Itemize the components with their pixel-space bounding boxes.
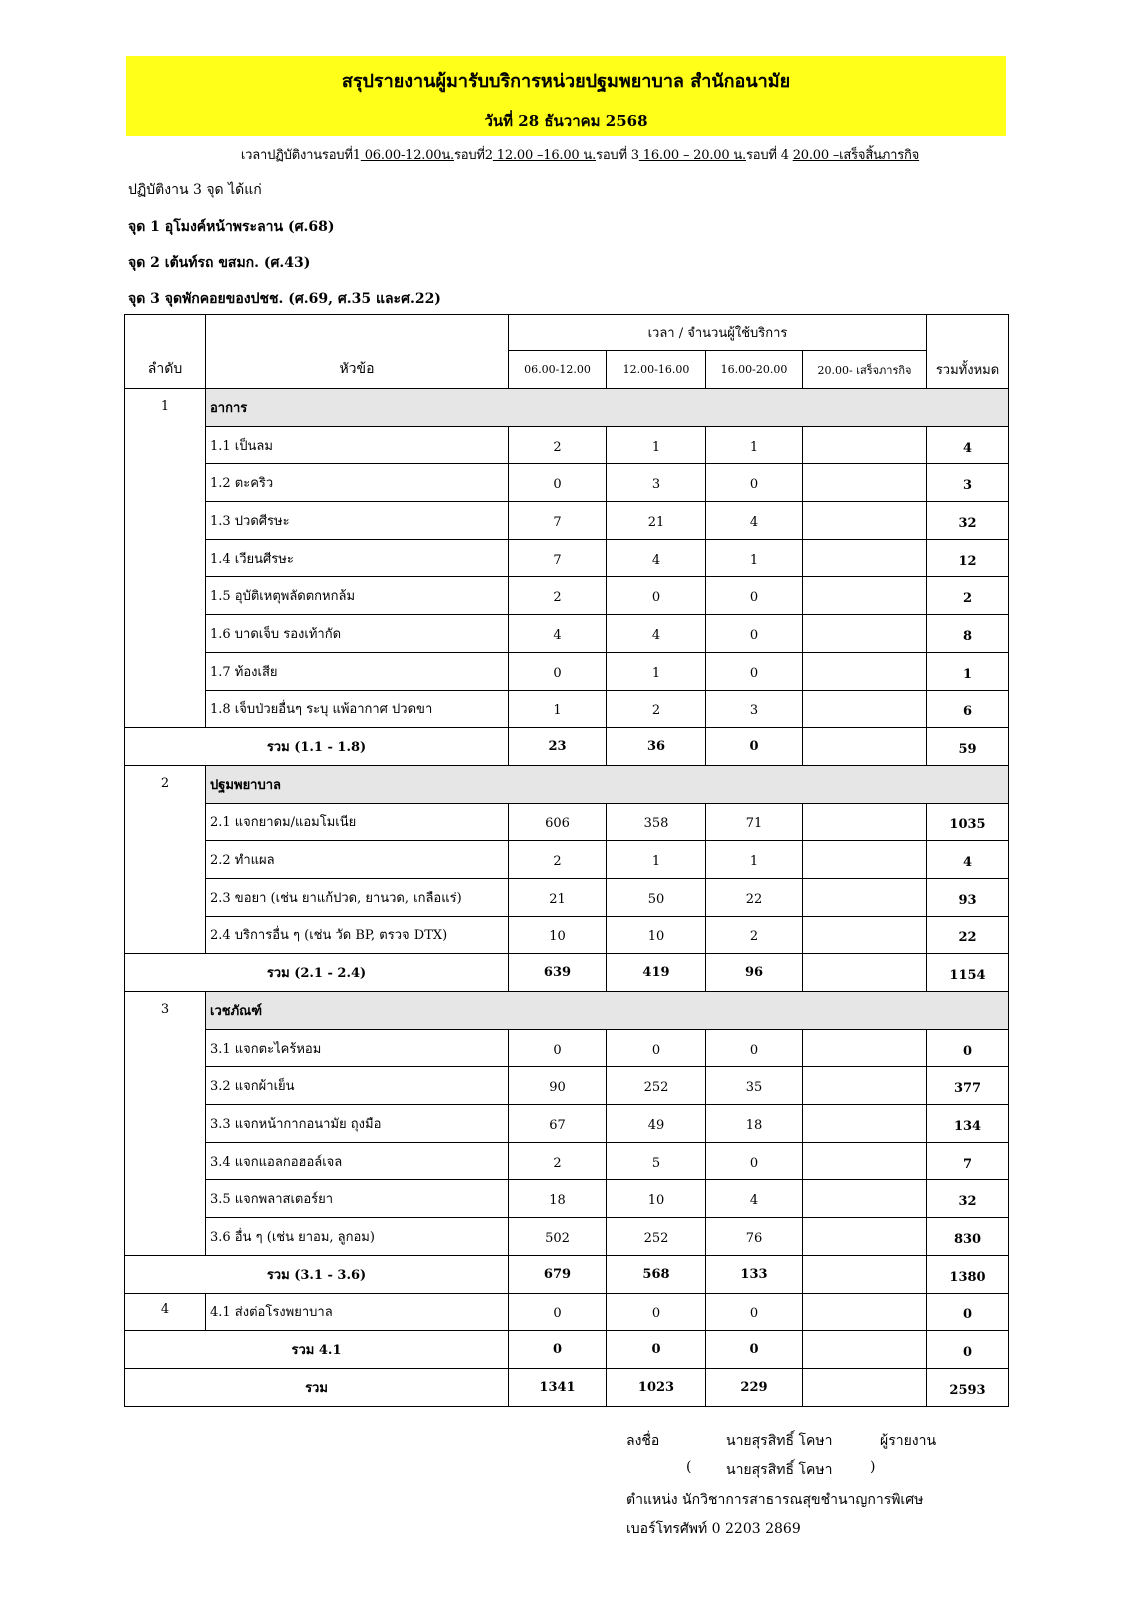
cell-shift-3: 0 xyxy=(706,615,803,653)
column-header-no: ลำดับ xyxy=(125,315,206,389)
subtotal-shift-3: 0 xyxy=(706,728,803,766)
signature-label: ลงชื่อ xyxy=(626,1433,660,1449)
cell-shift-1: 0 xyxy=(509,464,607,502)
cell-shift-4 xyxy=(803,916,927,954)
subtotal-shift-1: 23 xyxy=(509,728,607,766)
column-header-topic: หัวข้อ xyxy=(206,315,509,389)
cell-shift-4 xyxy=(803,502,927,540)
row-label: 1.8 เจ็บป่วยอื่นๆ ระบุ แพ้อากาศ ปวดขา xyxy=(206,690,509,728)
subtotal-shift-4 xyxy=(803,1331,927,1369)
shift-3-time: 16.00 – 20.00 น. xyxy=(638,148,746,163)
cell-shift-1: 7 xyxy=(509,502,607,540)
shift-2-label: รอบที่2 xyxy=(453,148,493,163)
subtotal-shift-3: 0 xyxy=(706,1331,803,1369)
section-header-row xyxy=(125,389,1009,427)
cell-shift-4 xyxy=(803,1180,927,1218)
grand-total-shift-2: 1023 xyxy=(607,1368,706,1406)
subtotal-shift-4 xyxy=(803,728,927,766)
row-label: 2.1 แจกยาดม/แอมโมเนีย xyxy=(206,803,509,841)
column-header-shift-2: 12.00-16.00 xyxy=(607,351,706,389)
subtotal-total: 59 xyxy=(927,728,1009,766)
cell-shift-4 xyxy=(803,1067,927,1105)
subtotal-shift-2: 0 xyxy=(607,1331,706,1369)
cell-shift-3: 0 xyxy=(706,1293,803,1331)
row-label: 1.6 บาดเจ็บ รองเท้ากัด xyxy=(206,615,509,653)
cell-row-total: 0 xyxy=(927,1293,1009,1331)
subtotal-total: 0 xyxy=(927,1331,1009,1369)
subtotal-row xyxy=(125,1331,1009,1369)
cell-shift-1: 10 xyxy=(509,916,607,954)
cell-shift-1: 502 xyxy=(509,1218,607,1256)
row-label: 1.7 ท้องเสีย xyxy=(206,652,509,690)
cell-shift-1: 606 xyxy=(509,803,607,841)
cell-shift-3: 4 xyxy=(706,1180,803,1218)
subtotal-row xyxy=(125,1255,1009,1293)
cell-row-total: 1 xyxy=(927,652,1009,690)
cell-shift-4 xyxy=(803,1218,927,1256)
row-label: 2.4 บริการอื่น ๆ (เช่น วัด BP, ตรวจ DTX) xyxy=(206,916,509,954)
cell-shift-1: 21 xyxy=(509,878,607,916)
cell-shift-2: 4 xyxy=(607,615,706,653)
cell-shift-3: 18 xyxy=(706,1105,803,1143)
row-label: 3.3 แจกหน้ากากอนามัย ถุงมือ xyxy=(206,1105,509,1143)
signature-printed-name: นายสุรสิทธิ์ โคษา xyxy=(726,1462,833,1478)
row-label: 1.1 เป็นลม xyxy=(206,426,509,464)
cell-shift-4 xyxy=(803,464,927,502)
cell-shift-4 xyxy=(803,426,927,464)
cell-shift-2: 358 xyxy=(607,803,706,841)
table-row xyxy=(125,841,1009,879)
signature-position: ตำแหน่ง นักวิชาการสาธารณสุขชำนาญการพิเศษ xyxy=(626,1492,924,1508)
subtotal-shift-1: 639 xyxy=(509,954,607,992)
cell-row-total: 4 xyxy=(927,426,1009,464)
subtotal-shift-3: 133 xyxy=(706,1255,803,1293)
cell-row-total: 3 xyxy=(927,464,1009,502)
cell-shift-2: 0 xyxy=(607,577,706,615)
cell-shift-4 xyxy=(803,615,927,653)
info-point-1: จุด 1 อุโมงค์หน้าพระลาน (ศ.68) xyxy=(128,219,335,235)
section-title: เวชภัณฑ์ xyxy=(206,992,1009,1030)
cell-shift-2: 252 xyxy=(607,1067,706,1105)
cell-shift-4 xyxy=(803,1105,927,1143)
cell-shift-2: 5 xyxy=(607,1142,706,1180)
cell-row-total: 0 xyxy=(927,1029,1009,1067)
shift-2-time: 12.00 –16.00 น. xyxy=(492,148,597,163)
cell-shift-3: 0 xyxy=(706,577,803,615)
cell-row-total: 830 xyxy=(927,1218,1009,1256)
row-label: 3.4 แจกแอลกอฮอล์เจล xyxy=(206,1142,509,1180)
cell-row-total: 12 xyxy=(927,539,1009,577)
row-label: 3.6 อื่น ๆ (เช่น ยาอม, ลูกอม) xyxy=(206,1218,509,1256)
signature-role: ผู้รายงาน xyxy=(880,1433,937,1449)
report-table-body xyxy=(125,389,1009,1407)
cell-shift-3: 4 xyxy=(706,502,803,540)
table-row xyxy=(125,615,1009,653)
cell-shift-2: 21 xyxy=(607,502,706,540)
cell-row-total: 22 xyxy=(927,916,1009,954)
subtotal-shift-1: 0 xyxy=(509,1331,607,1369)
cell-row-total: 377 xyxy=(927,1067,1009,1105)
subtotal-total: 1154 xyxy=(927,954,1009,992)
cell-row-total: 1035 xyxy=(927,803,1009,841)
section-number: 4 xyxy=(125,1293,206,1331)
subtotal-shift-3: 96 xyxy=(706,954,803,992)
cell-shift-1: 2 xyxy=(509,841,607,879)
shift-1-time: 06.00-12.00น. xyxy=(360,148,454,163)
table-row xyxy=(125,690,1009,728)
cell-shift-3: 35 xyxy=(706,1067,803,1105)
table-row xyxy=(125,464,1009,502)
signature-name: นายสุรสิทธิ์ โคษา xyxy=(726,1433,833,1449)
cell-shift-4 xyxy=(803,539,927,577)
column-header-shift-1: 06.00-12.00 xyxy=(509,351,607,389)
cell-shift-2: 1 xyxy=(607,841,706,879)
cell-shift-3: 1 xyxy=(706,426,803,464)
signature-close-paren: ) xyxy=(870,1459,876,1475)
cell-shift-4 xyxy=(803,577,927,615)
section-number: 1 xyxy=(125,389,206,728)
shift-3-label: รอบที่ 3 xyxy=(596,148,639,163)
grand-total-total: 2593 xyxy=(927,1368,1009,1406)
cell-shift-2: 1 xyxy=(607,652,706,690)
row-label: 1.3 ปวดศีรษะ xyxy=(206,502,509,540)
signature-phone: เบอร์โทรศัพท์ 0 2203 2869 xyxy=(626,1521,801,1537)
cell-row-total: 32 xyxy=(927,502,1009,540)
report-date: วันที่ 28 ธันวาคม 2568 xyxy=(484,112,648,130)
cell-shift-3: 1 xyxy=(706,841,803,879)
cell-shift-3: 3 xyxy=(706,690,803,728)
cell-row-total: 134 xyxy=(927,1105,1009,1143)
report-title: สรุปรายงานผู้มารับบริการหน่วยปฐมพยาบาล สำนักอนามัย xyxy=(341,71,791,92)
table-row xyxy=(125,1293,1009,1331)
subtotal-shift-1: 679 xyxy=(509,1255,607,1293)
table-row xyxy=(125,916,1009,954)
cell-shift-1: 0 xyxy=(509,652,607,690)
cell-shift-1: 90 xyxy=(509,1067,607,1105)
table-row xyxy=(125,652,1009,690)
subtotal-shift-4 xyxy=(803,954,927,992)
shift-1-label: เวลาปฏิบัติงานรอบที่1 xyxy=(240,148,361,163)
cell-shift-4 xyxy=(803,878,927,916)
cell-shift-4 xyxy=(803,1293,927,1331)
shift-schedule-line xyxy=(150,144,1010,165)
table-row xyxy=(125,1180,1009,1218)
subtotal-row xyxy=(125,728,1009,766)
cell-shift-3: 0 xyxy=(706,1142,803,1180)
section-title: ปฐมพยาบาล xyxy=(206,765,1009,803)
subtotal-shift-2: 419 xyxy=(607,954,706,992)
grand-total-shift-1: 1341 xyxy=(509,1368,607,1406)
grand-total-label: รวม xyxy=(125,1368,509,1406)
table-row xyxy=(125,502,1009,540)
cell-row-total: 8 xyxy=(927,615,1009,653)
cell-shift-3: 2 xyxy=(706,916,803,954)
column-header-shift-4: 20.00- เสร็จภารกิจ xyxy=(803,351,927,389)
cell-shift-3: 0 xyxy=(706,1029,803,1067)
cell-shift-2: 0 xyxy=(607,1293,706,1331)
subtotal-row xyxy=(125,954,1009,992)
cell-shift-2: 10 xyxy=(607,916,706,954)
section-title: อาการ xyxy=(206,389,1009,427)
subtotal-shift-4 xyxy=(803,1255,927,1293)
table-row xyxy=(125,803,1009,841)
row-label: 3.1 แจกตะไคร้หอม xyxy=(206,1029,509,1067)
row-label: 1.2 ตะคริว xyxy=(206,464,509,502)
cell-shift-2: 1 xyxy=(607,426,706,464)
cell-shift-1: 0 xyxy=(509,1293,607,1331)
subtotal-shift-2: 568 xyxy=(607,1255,706,1293)
cell-row-total: 4 xyxy=(927,841,1009,879)
cell-shift-1: 7 xyxy=(509,539,607,577)
cell-shift-4 xyxy=(803,1029,927,1067)
table-row xyxy=(125,1105,1009,1143)
cell-shift-4 xyxy=(803,652,927,690)
cell-shift-4 xyxy=(803,803,927,841)
cell-shift-2: 252 xyxy=(607,1218,706,1256)
cell-shift-4 xyxy=(803,690,927,728)
section-number: 3 xyxy=(125,992,206,1256)
cell-shift-1: 4 xyxy=(509,615,607,653)
info-points-heading: ปฏิบัติงาน 3 จุด ได้แก่ xyxy=(128,182,262,198)
cell-shift-3: 71 xyxy=(706,803,803,841)
section-number: 2 xyxy=(125,765,206,953)
cell-shift-3: 0 xyxy=(706,652,803,690)
row-label: 2.3 ขอยา (เช่น ยาแก้ปวด, ยานวด, เกลือแร่) xyxy=(206,878,509,916)
cell-shift-3: 76 xyxy=(706,1218,803,1256)
cell-shift-3: 0 xyxy=(706,464,803,502)
cell-row-total: 32 xyxy=(927,1180,1009,1218)
cell-row-total: 2 xyxy=(927,577,1009,615)
info-point-2: จุด 2 เต้นท์รถ ขสมก. (ศ.43) xyxy=(128,255,311,271)
grand-total-row xyxy=(125,1368,1009,1406)
table-row xyxy=(125,1218,1009,1256)
table-row xyxy=(125,1142,1009,1180)
row-label: 1.4 เวียนศีรษะ xyxy=(206,539,509,577)
cell-row-total: 93 xyxy=(927,878,1009,916)
section-header-row xyxy=(125,765,1009,803)
report-title-banner xyxy=(126,56,1006,136)
subtotal-shift-2: 36 xyxy=(607,728,706,766)
cell-shift-3: 1 xyxy=(706,539,803,577)
cell-shift-3: 22 xyxy=(706,878,803,916)
cell-shift-2: 50 xyxy=(607,878,706,916)
cell-shift-2: 49 xyxy=(607,1105,706,1143)
row-label: 3.5 แจกพลาสเตอร์ยา xyxy=(206,1180,509,1218)
cell-shift-1: 2 xyxy=(509,426,607,464)
column-header-total: รวมทั้งหมด xyxy=(927,315,1009,389)
cell-shift-2: 10 xyxy=(607,1180,706,1218)
info-point-3: จุด 3 จุดพักคอยของปชช. (ศ.69, ศ.35 และศ.22) xyxy=(128,291,441,307)
subtotal-total: 1380 xyxy=(927,1255,1009,1293)
cell-shift-2: 3 xyxy=(607,464,706,502)
row-label: 1.5 อุบัติเหตุพลัดตกหกล้ม xyxy=(206,577,509,615)
subtotal-label: รวม (3.1 - 3.6) xyxy=(125,1255,509,1293)
cell-shift-2: 0 xyxy=(607,1029,706,1067)
cell-shift-1: 0 xyxy=(509,1029,607,1067)
cell-shift-2: 4 xyxy=(607,539,706,577)
column-header-shift-3: 16.00-20.00 xyxy=(706,351,803,389)
cell-shift-1: 18 xyxy=(509,1180,607,1218)
row-label: 2.2 ทำแผล xyxy=(206,841,509,879)
cell-shift-1: 1 xyxy=(509,690,607,728)
cell-shift-1: 67 xyxy=(509,1105,607,1143)
table-row xyxy=(125,539,1009,577)
table-row xyxy=(125,426,1009,464)
cell-shift-2: 2 xyxy=(607,690,706,728)
cell-shift-4 xyxy=(803,841,927,879)
cell-row-total: 6 xyxy=(927,690,1009,728)
cell-shift-4 xyxy=(803,1142,927,1180)
subtotal-label: รวม (1.1 - 1.8) xyxy=(125,728,509,766)
column-header-time-group: เวลา / จำนวนผู้ใช้บริการ xyxy=(509,315,927,351)
table-row xyxy=(125,577,1009,615)
cell-shift-1: 2 xyxy=(509,577,607,615)
cell-shift-1: 2 xyxy=(509,1142,607,1180)
grand-total-shift-4 xyxy=(803,1368,927,1406)
section-header-row xyxy=(125,992,1009,1030)
subtotal-label: รวม (2.1 - 2.4) xyxy=(125,954,509,992)
signature-open-paren: ( xyxy=(686,1459,692,1475)
grand-total-shift-3: 229 xyxy=(706,1368,803,1406)
subtotal-label: รวม 4.1 xyxy=(125,1331,509,1369)
shift-4-label: รอบที่ 4 xyxy=(745,148,793,163)
table-row xyxy=(125,1029,1009,1067)
table-row xyxy=(125,878,1009,916)
shift-4-time: 20.00 –เสร็จสิ้นภารกิจ xyxy=(792,148,920,163)
report-table xyxy=(124,314,1009,1407)
row-label: 3.2 แจกผ้าเย็น xyxy=(206,1067,509,1105)
cell-row-total: 7 xyxy=(927,1142,1009,1180)
row-label: 4.1 ส่งต่อโรงพยาบาล xyxy=(206,1293,509,1331)
table-row xyxy=(125,1067,1009,1105)
